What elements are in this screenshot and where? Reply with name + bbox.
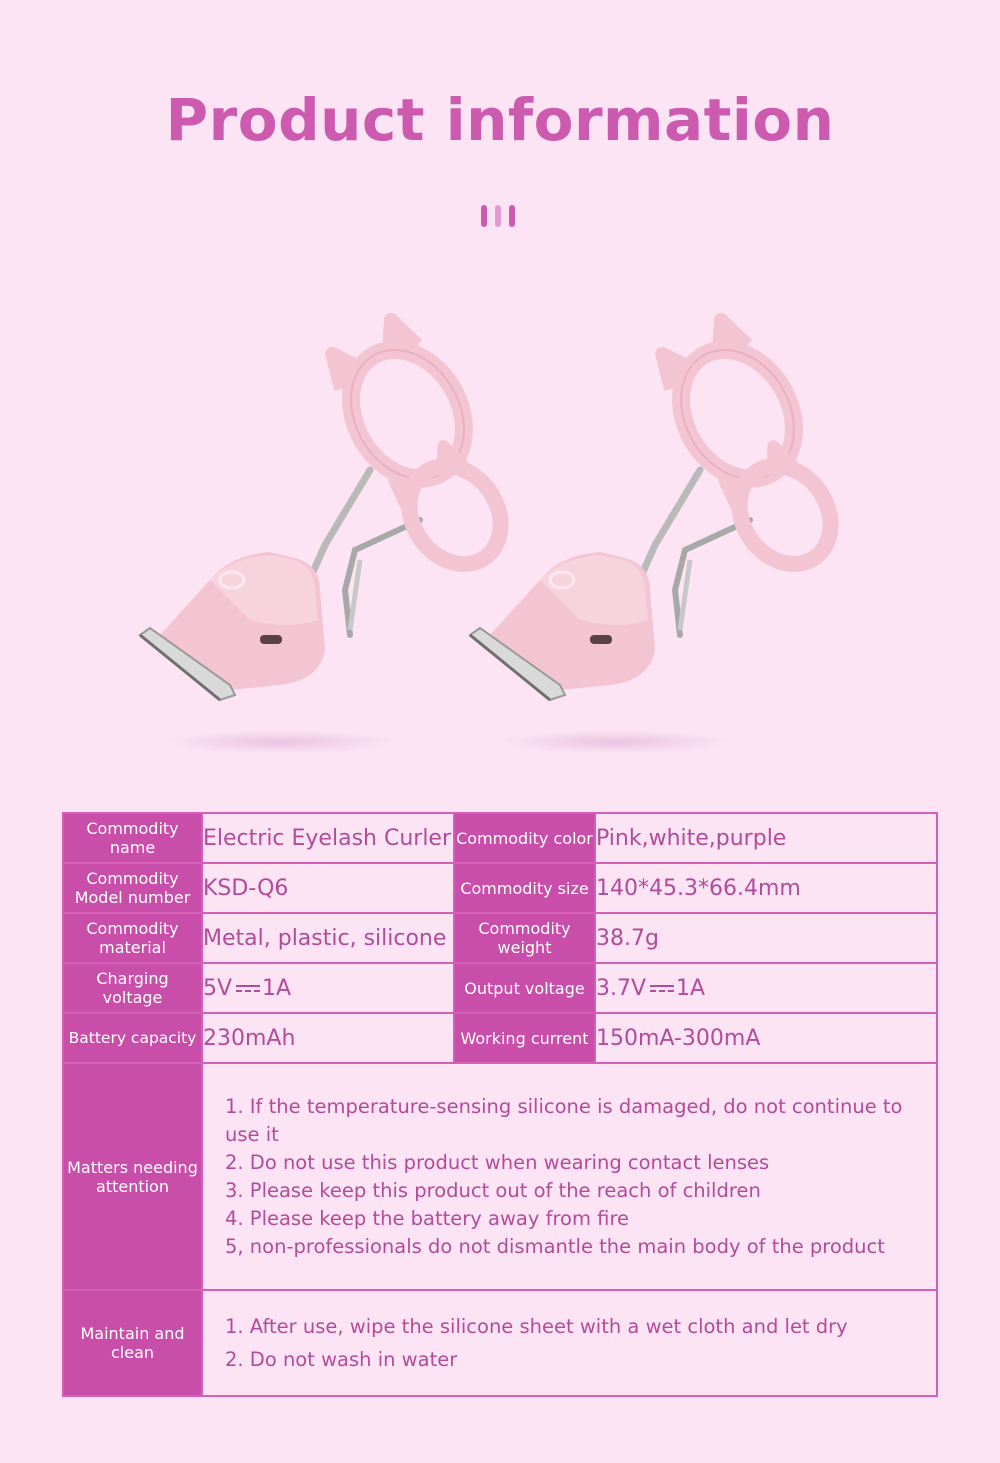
spec-label: Commodity name [63,813,202,863]
spec-table [62,812,938,1397]
table-row [63,863,937,913]
spec-label: Working current [454,1013,595,1063]
table-row [63,1013,937,1063]
list-item: 1. After use, wipe the silicone sheet with a wet cloth and let dry [225,1315,848,1338]
spec-value: KSD-Q6 [202,863,454,913]
spec-value: 230mAh [202,1013,454,1063]
spec-value: 38.7g [595,913,937,963]
spec-label: Battery capacity [63,1013,202,1063]
list-item: 3. Please keep this product out of the reach of children [225,1178,761,1202]
spec-value: 140*45.3*66.4mm [595,863,937,913]
attention-list [203,1093,936,1261]
spec-value: 150mA-300mA [595,1013,937,1063]
spec-value: Pink,white,purple [595,813,937,863]
product-shadow-left [160,730,400,754]
product-images [120,290,880,780]
table-row [63,813,937,863]
list-item: 2. Do not wash in water [225,1348,458,1371]
eyelash-curler-illustrations [120,290,880,780]
product-shadow-right [495,730,735,754]
list-item: 5, non-professionals do not dismantle the main body of the product [225,1234,885,1258]
eyelash-curler-right [470,310,849,700]
spec-label: Commodity color [454,813,595,863]
spec-value: Metal, plastic, silicone [202,913,454,963]
table-row [63,1290,937,1396]
bar-1 [481,205,487,227]
spec-label: Output voltage [454,963,595,1013]
bar-3 [509,205,515,227]
maintain-cell [202,1290,937,1396]
spec-value: 3.7V 1A [595,963,937,1013]
spec-label: Charging voltage [63,963,202,1013]
maintain-list [203,1310,936,1376]
dc-symbol-icon [650,985,674,992]
attention-label: Matters needing attention [63,1063,202,1290]
list-item: 4. Please keep the battery away from fire [225,1206,630,1230]
spec-label: Commodity size [454,863,595,913]
spec-label: Commodity material [63,913,202,963]
spec-value: Electric Eyelash Curler [202,813,454,863]
spec-value: 5V 1A [202,963,454,1013]
dc-symbol-icon [236,985,260,992]
table-row [63,963,937,1013]
bar-2 [495,205,501,227]
decorative-bars [481,205,515,227]
list-item: 2. Do not use this product when wearing contact lenses [225,1150,770,1174]
table-row [63,1063,937,1290]
spec-label: Commodity weight [454,913,595,963]
page-title: Product information [165,86,835,154]
list-item: 1. If the temperature-sensing silicone is damaged, do not continue to use it [225,1094,903,1146]
table-row [63,913,937,963]
maintain-label: Maintain and clean [63,1290,202,1396]
spec-label: Commodity Model number [63,863,202,913]
eyelash-curler-left [140,310,519,700]
attention-cell [202,1063,937,1290]
